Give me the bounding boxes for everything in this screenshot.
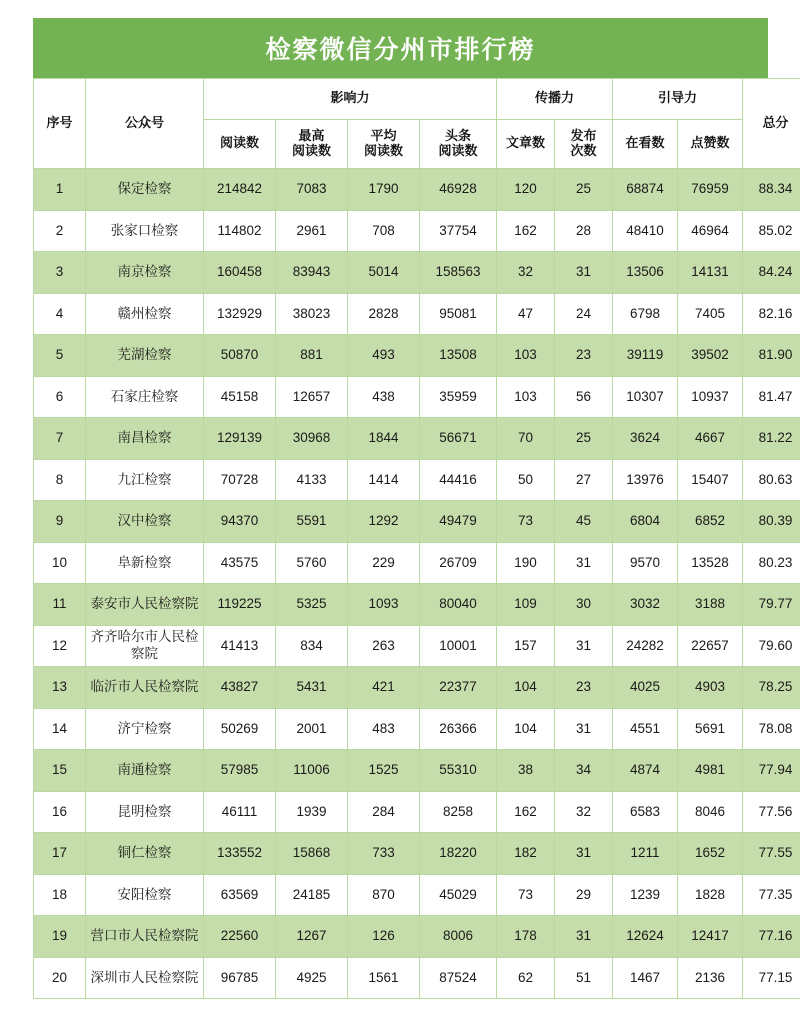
cell-max-reads: 5431 xyxy=(276,667,348,709)
cell-index: 16 xyxy=(34,791,86,833)
cell-account: 南昌检察 xyxy=(86,418,204,460)
column-header-reads xyxy=(204,120,276,169)
cell-likes: 15407 xyxy=(678,459,743,501)
cell-top-reads: 46928 xyxy=(420,169,497,211)
cell-score: 80.23 xyxy=(743,542,800,584)
header-line: 阅读数 xyxy=(438,144,478,159)
cell-index: 9 xyxy=(34,501,86,543)
cell-publishes: 31 xyxy=(555,916,613,958)
cell-index: 13 xyxy=(34,667,86,709)
cell-score: 81.22 xyxy=(743,418,800,460)
table-row xyxy=(34,833,800,875)
cell-score: 79.60 xyxy=(743,625,800,667)
cell-watching: 13976 xyxy=(613,459,678,501)
column-header-avg-reads xyxy=(348,120,420,169)
cell-account: 济宁检察 xyxy=(86,708,204,750)
cell-likes: 12417 xyxy=(678,916,743,958)
cell-top-reads: 8258 xyxy=(420,791,497,833)
cell-index: 10 xyxy=(34,542,86,584)
cell-top-reads: 22377 xyxy=(420,667,497,709)
cell-index: 17 xyxy=(34,833,86,875)
table-row xyxy=(34,708,800,750)
cell-max-reads: 4133 xyxy=(276,459,348,501)
cell-account: 赣州检察 xyxy=(86,293,204,335)
cell-articles: 104 xyxy=(497,708,555,750)
cell-top-reads: 45029 xyxy=(420,874,497,916)
cell-articles: 47 xyxy=(497,293,555,335)
cell-account: 深圳市人民检察院 xyxy=(86,957,204,999)
cell-max-reads: 2961 xyxy=(276,210,348,252)
cell-watching: 68874 xyxy=(613,169,678,211)
cell-likes: 4667 xyxy=(678,418,743,460)
cell-top-reads: 80040 xyxy=(420,584,497,626)
cell-top-reads: 13508 xyxy=(420,335,497,377)
header-group-row xyxy=(34,79,800,120)
cell-index: 15 xyxy=(34,750,86,792)
cell-top-reads: 26709 xyxy=(420,542,497,584)
cell-reads: 46111 xyxy=(204,791,276,833)
cell-max-reads: 30968 xyxy=(276,418,348,460)
cell-reads: 70728 xyxy=(204,459,276,501)
table-row xyxy=(34,418,800,460)
cell-likes: 10937 xyxy=(678,376,743,418)
cell-avg-reads: 5014 xyxy=(348,252,420,294)
cell-score: 88.34 xyxy=(743,169,800,211)
column-group-influence: 影响力 xyxy=(204,79,497,120)
cell-index: 7 xyxy=(34,418,86,460)
cell-articles: 62 xyxy=(497,957,555,999)
cell-watching: 6583 xyxy=(613,791,678,833)
cell-likes: 1652 xyxy=(678,833,743,875)
column-header-index: 序号 xyxy=(34,79,86,169)
cell-articles: 103 xyxy=(497,376,555,418)
cell-watching: 12624 xyxy=(613,916,678,958)
cell-watching: 4025 xyxy=(613,667,678,709)
cell-score: 77.16 xyxy=(743,916,800,958)
table-row xyxy=(34,957,800,999)
cell-articles: 32 xyxy=(497,252,555,294)
cell-likes: 7405 xyxy=(678,293,743,335)
cell-publishes: 25 xyxy=(555,169,613,211)
cell-top-reads: 95081 xyxy=(420,293,497,335)
table-row xyxy=(34,501,800,543)
cell-reads: 63569 xyxy=(204,874,276,916)
cell-avg-reads: 483 xyxy=(348,708,420,750)
cell-publishes: 31 xyxy=(555,833,613,875)
cell-top-reads: 55310 xyxy=(420,750,497,792)
cell-articles: 73 xyxy=(497,501,555,543)
cell-score: 80.39 xyxy=(743,501,800,543)
cell-account: 昆明检察 xyxy=(86,791,204,833)
cell-max-reads: 881 xyxy=(276,335,348,377)
cell-articles: 120 xyxy=(497,169,555,211)
table-row xyxy=(34,210,800,252)
cell-top-reads: 49479 xyxy=(420,501,497,543)
cell-reads: 214842 xyxy=(204,169,276,211)
cell-index: 5 xyxy=(34,335,86,377)
cell-avg-reads: 284 xyxy=(348,791,420,833)
cell-articles: 50 xyxy=(497,459,555,501)
cell-index: 6 xyxy=(34,376,86,418)
cell-likes: 1828 xyxy=(678,874,743,916)
cell-score: 84.24 xyxy=(743,252,800,294)
cell-top-reads: 18220 xyxy=(420,833,497,875)
column-header-articles xyxy=(497,120,555,169)
cell-likes: 4981 xyxy=(678,750,743,792)
cell-avg-reads: 1292 xyxy=(348,501,420,543)
cell-articles: 109 xyxy=(497,584,555,626)
table-row xyxy=(34,874,800,916)
cell-max-reads: 5325 xyxy=(276,584,348,626)
cell-max-reads: 2001 xyxy=(276,708,348,750)
cell-articles: 70 xyxy=(497,418,555,460)
column-group-guidance: 引导力 xyxy=(613,79,743,120)
cell-max-reads: 5591 xyxy=(276,501,348,543)
cell-reads: 96785 xyxy=(204,957,276,999)
cell-reads: 43575 xyxy=(204,542,276,584)
header-line: 阅读数 xyxy=(363,144,403,159)
cell-reads: 45158 xyxy=(204,376,276,418)
table-row xyxy=(34,791,800,833)
column-header-likes xyxy=(678,120,743,169)
cell-index: 14 xyxy=(34,708,86,750)
column-header-total-score: 总分 xyxy=(743,79,800,169)
cell-publishes: 28 xyxy=(555,210,613,252)
table-row xyxy=(34,750,800,792)
header-line: 点赞数 xyxy=(690,136,730,152)
column-header-account: 公众号 xyxy=(86,79,204,169)
cell-top-reads: 44416 xyxy=(420,459,497,501)
cell-max-reads: 834 xyxy=(276,625,348,667)
cell-likes: 2136 xyxy=(678,957,743,999)
cell-account: 阜新检察 xyxy=(86,542,204,584)
cell-avg-reads: 126 xyxy=(348,916,420,958)
header-line: 在看数 xyxy=(625,136,665,152)
cell-score: 77.56 xyxy=(743,791,800,833)
header-line: 阅读数 xyxy=(291,144,331,159)
cell-watching: 3032 xyxy=(613,584,678,626)
cell-max-reads: 1267 xyxy=(276,916,348,958)
cell-index: 20 xyxy=(34,957,86,999)
cell-publishes: 24 xyxy=(555,293,613,335)
cell-index: 4 xyxy=(34,293,86,335)
cell-likes: 46964 xyxy=(678,210,743,252)
table-row xyxy=(34,584,800,626)
table-row xyxy=(34,169,800,211)
cell-watching: 10307 xyxy=(613,376,678,418)
cell-account: 泰安市人民检察院 xyxy=(86,584,204,626)
cell-top-reads: 35959 xyxy=(420,376,497,418)
header-line: 平均 xyxy=(370,128,397,144)
table-row xyxy=(34,335,800,377)
table-row xyxy=(34,542,800,584)
cell-max-reads: 15868 xyxy=(276,833,348,875)
table-row xyxy=(34,667,800,709)
cell-articles: 103 xyxy=(497,335,555,377)
header-line: 头条 xyxy=(445,128,472,144)
column-group-spread: 传播力 xyxy=(497,79,613,120)
cell-reads: 50870 xyxy=(204,335,276,377)
cell-max-reads: 83943 xyxy=(276,252,348,294)
cell-avg-reads: 421 xyxy=(348,667,420,709)
cell-publishes: 31 xyxy=(555,625,613,667)
cell-likes: 13528 xyxy=(678,542,743,584)
cell-max-reads: 24185 xyxy=(276,874,348,916)
cell-watching: 13506 xyxy=(613,252,678,294)
cell-max-reads: 7083 xyxy=(276,169,348,211)
cell-score: 77.15 xyxy=(743,957,800,999)
cell-index: 3 xyxy=(34,252,86,294)
cell-index: 11 xyxy=(34,584,86,626)
cell-reads: 57985 xyxy=(204,750,276,792)
cell-account: 南通检察 xyxy=(86,750,204,792)
cell-watching: 3624 xyxy=(613,418,678,460)
cell-max-reads: 11006 xyxy=(276,750,348,792)
cell-score: 77.94 xyxy=(743,750,800,792)
table-row xyxy=(34,376,800,418)
cell-likes: 8046 xyxy=(678,791,743,833)
cell-publishes: 23 xyxy=(555,667,613,709)
cell-reads: 114802 xyxy=(204,210,276,252)
cell-articles: 104 xyxy=(497,667,555,709)
table-row xyxy=(34,459,800,501)
column-header-watching xyxy=(613,120,678,169)
cell-top-reads: 158563 xyxy=(420,252,497,294)
cell-publishes: 34 xyxy=(555,750,613,792)
cell-likes: 3188 xyxy=(678,584,743,626)
cell-top-reads: 8006 xyxy=(420,916,497,958)
cell-reads: 43827 xyxy=(204,667,276,709)
cell-likes: 6852 xyxy=(678,501,743,543)
cell-reads: 133552 xyxy=(204,833,276,875)
cell-publishes: 27 xyxy=(555,459,613,501)
header-line: 次数 xyxy=(570,144,597,159)
header-line: 文章数 xyxy=(506,136,546,152)
cell-account: 临沂市人民检察院 xyxy=(86,667,204,709)
cell-publishes: 31 xyxy=(555,542,613,584)
cell-publishes: 31 xyxy=(555,708,613,750)
cell-articles: 182 xyxy=(497,833,555,875)
cell-index: 1 xyxy=(34,169,86,211)
cell-max-reads: 12657 xyxy=(276,376,348,418)
cell-avg-reads: 1414 xyxy=(348,459,420,501)
cell-articles: 38 xyxy=(497,750,555,792)
title-banner xyxy=(33,18,768,78)
cell-avg-reads: 733 xyxy=(348,833,420,875)
cell-articles: 162 xyxy=(497,210,555,252)
cell-avg-reads: 1093 xyxy=(348,584,420,626)
cell-articles: 157 xyxy=(497,625,555,667)
cell-watching: 6798 xyxy=(613,293,678,335)
cell-articles: 162 xyxy=(497,791,555,833)
cell-avg-reads: 1844 xyxy=(348,418,420,460)
cell-avg-reads: 1525 xyxy=(348,750,420,792)
cell-reads: 94370 xyxy=(204,501,276,543)
cell-watching: 9570 xyxy=(613,542,678,584)
cell-publishes: 25 xyxy=(555,418,613,460)
header-line: 阅读数 xyxy=(219,136,259,152)
cell-max-reads: 5760 xyxy=(276,542,348,584)
cell-index: 12 xyxy=(34,625,86,667)
cell-account: 张家口检察 xyxy=(86,210,204,252)
cell-publishes: 51 xyxy=(555,957,613,999)
cell-likes: 39502 xyxy=(678,335,743,377)
cell-score: 77.55 xyxy=(743,833,800,875)
cell-watching: 48410 xyxy=(613,210,678,252)
cell-publishes: 23 xyxy=(555,335,613,377)
cell-articles: 73 xyxy=(497,874,555,916)
cell-reads: 50269 xyxy=(204,708,276,750)
cell-account: 南京检察 xyxy=(86,252,204,294)
cell-account: 保定检察 xyxy=(86,169,204,211)
cell-score: 79.77 xyxy=(743,584,800,626)
cell-score: 85.02 xyxy=(743,210,800,252)
cell-publishes: 45 xyxy=(555,501,613,543)
ranking-board xyxy=(33,18,793,999)
cell-publishes: 32 xyxy=(555,791,613,833)
table-row xyxy=(34,252,800,294)
column-header-top-reads xyxy=(420,120,497,169)
cell-max-reads: 38023 xyxy=(276,293,348,335)
cell-top-reads: 37754 xyxy=(420,210,497,252)
cell-reads: 160458 xyxy=(204,252,276,294)
cell-score: 80.63 xyxy=(743,459,800,501)
cell-avg-reads: 870 xyxy=(348,874,420,916)
table-head xyxy=(34,79,800,169)
cell-likes: 76959 xyxy=(678,169,743,211)
cell-score: 78.08 xyxy=(743,708,800,750)
cell-index: 19 xyxy=(34,916,86,958)
column-header-max-reads xyxy=(276,120,348,169)
cell-score: 77.35 xyxy=(743,874,800,916)
cell-account: 九江检察 xyxy=(86,459,204,501)
cell-score: 81.90 xyxy=(743,335,800,377)
cell-account: 石家庄检察 xyxy=(86,376,204,418)
cell-account: 齐齐哈尔市人民检察院 xyxy=(86,625,204,667)
table-row xyxy=(34,625,800,667)
cell-top-reads: 56671 xyxy=(420,418,497,460)
cell-watching: 24282 xyxy=(613,625,678,667)
cell-avg-reads: 1790 xyxy=(348,169,420,211)
page-title: 检察微信分州市排行榜 xyxy=(265,35,536,64)
cell-likes: 22657 xyxy=(678,625,743,667)
column-header-publishes xyxy=(555,120,613,169)
cell-account: 安阳检察 xyxy=(86,874,204,916)
cell-publishes: 29 xyxy=(555,874,613,916)
cell-watching: 39119 xyxy=(613,335,678,377)
cell-avg-reads: 708 xyxy=(348,210,420,252)
cell-reads: 119225 xyxy=(204,584,276,626)
cell-watching: 1239 xyxy=(613,874,678,916)
ranking-table xyxy=(33,78,800,999)
cell-avg-reads: 493 xyxy=(348,335,420,377)
header-line: 最高 xyxy=(298,128,325,144)
cell-watching: 6804 xyxy=(613,501,678,543)
cell-index: 18 xyxy=(34,874,86,916)
cell-publishes: 56 xyxy=(555,376,613,418)
cell-avg-reads: 2828 xyxy=(348,293,420,335)
cell-likes: 4903 xyxy=(678,667,743,709)
cell-index: 8 xyxy=(34,459,86,501)
cell-avg-reads: 263 xyxy=(348,625,420,667)
cell-top-reads: 26366 xyxy=(420,708,497,750)
cell-watching: 1467 xyxy=(613,957,678,999)
table-row xyxy=(34,916,800,958)
cell-reads: 22560 xyxy=(204,916,276,958)
cell-avg-reads: 1561 xyxy=(348,957,420,999)
cell-score: 82.16 xyxy=(743,293,800,335)
cell-top-reads: 10001 xyxy=(420,625,497,667)
cell-publishes: 30 xyxy=(555,584,613,626)
cell-account: 铜仁检察 xyxy=(86,833,204,875)
table-body xyxy=(34,169,800,999)
cell-account: 芜湖检察 xyxy=(86,335,204,377)
cell-likes: 14131 xyxy=(678,252,743,294)
cell-watching: 4874 xyxy=(613,750,678,792)
cell-index: 2 xyxy=(34,210,86,252)
cell-articles: 178 xyxy=(497,916,555,958)
cell-reads: 132929 xyxy=(204,293,276,335)
cell-watching: 1211 xyxy=(613,833,678,875)
cell-watching: 4551 xyxy=(613,708,678,750)
table-row xyxy=(34,293,800,335)
cell-avg-reads: 229 xyxy=(348,542,420,584)
cell-top-reads: 87524 xyxy=(420,957,497,999)
cell-account: 营口市人民检察院 xyxy=(86,916,204,958)
cell-likes: 5691 xyxy=(678,708,743,750)
cell-reads: 129139 xyxy=(204,418,276,460)
cell-articles: 190 xyxy=(497,542,555,584)
cell-max-reads: 4925 xyxy=(276,957,348,999)
cell-score: 81.47 xyxy=(743,376,800,418)
cell-reads: 41413 xyxy=(204,625,276,667)
cell-publishes: 31 xyxy=(555,252,613,294)
cell-score: 78.25 xyxy=(743,667,800,709)
cell-avg-reads: 438 xyxy=(348,376,420,418)
header-line: 发布 xyxy=(570,128,597,144)
cell-max-reads: 1939 xyxy=(276,791,348,833)
cell-account: 汉中检察 xyxy=(86,501,204,543)
